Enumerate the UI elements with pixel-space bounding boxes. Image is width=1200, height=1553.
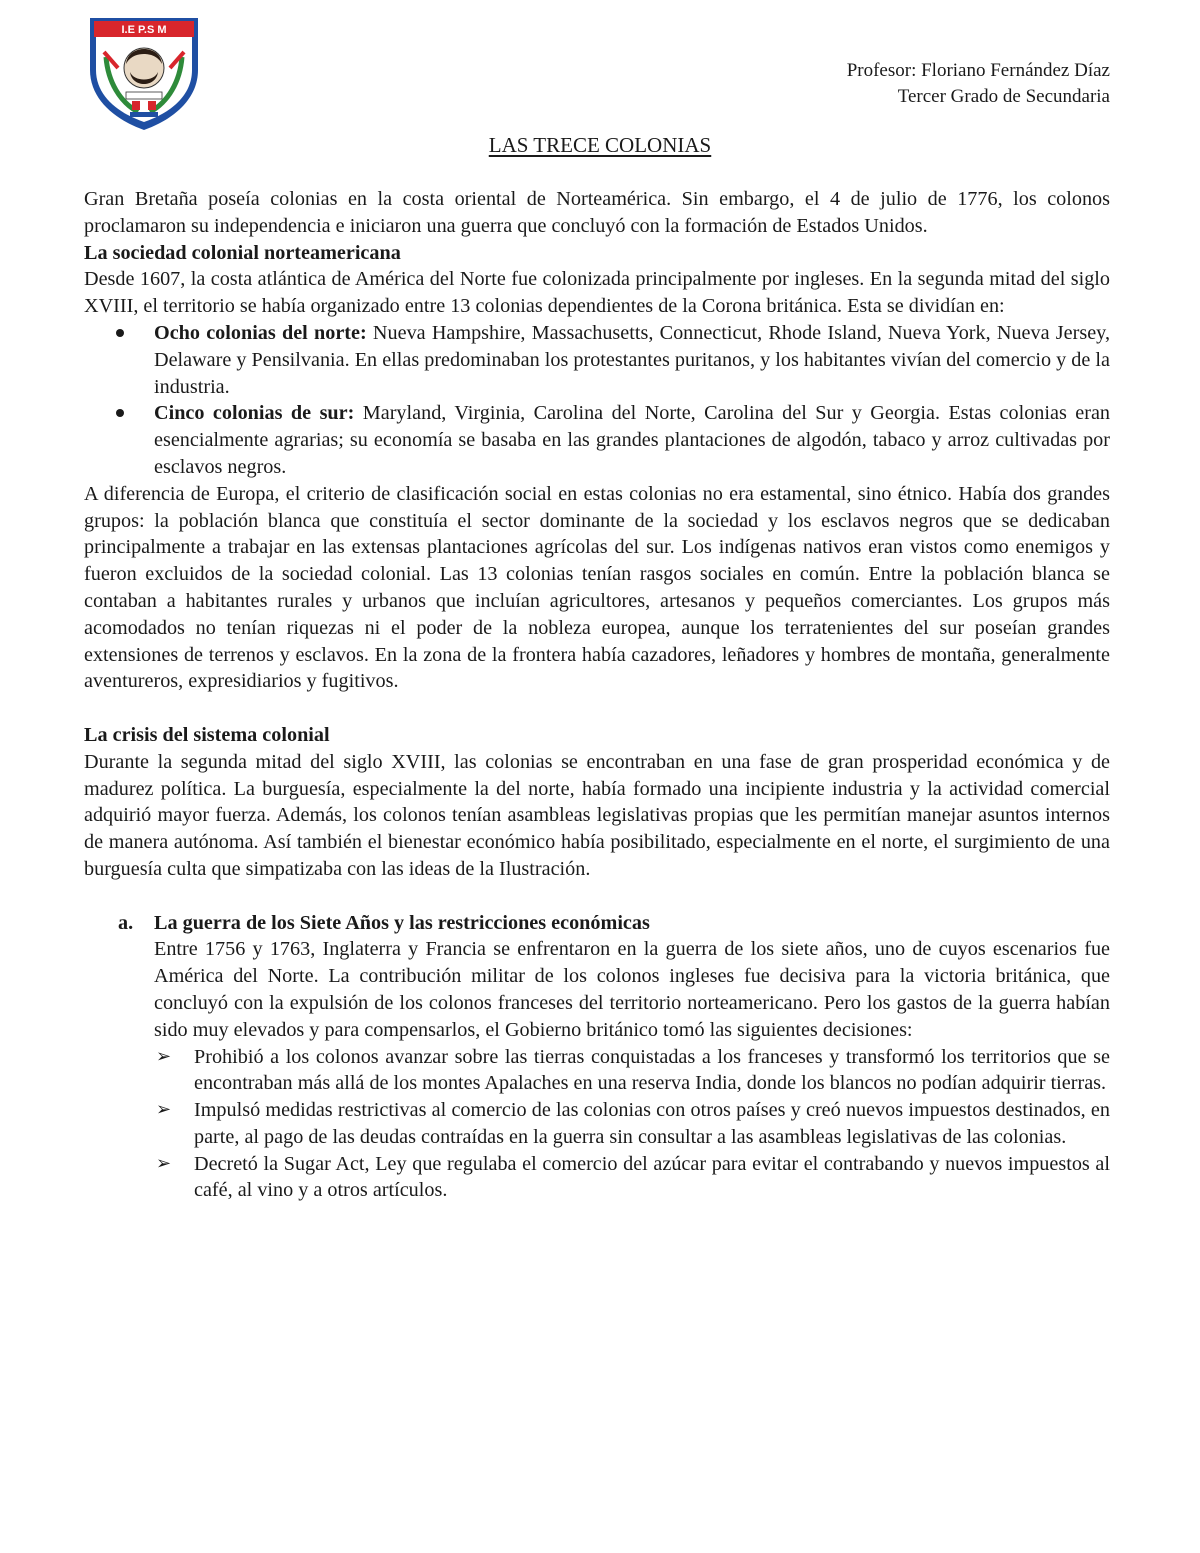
page-title: LAS TRECE COLONIAS bbox=[488, 133, 712, 157]
arrow-item-text: Impulsó medidas restrictivas al comercio de las colonias con otros países y creó nuevos impuestos destinados, en parte, al pago de las deudas contraídas en la guerra sin consultar a las asambleas legislativas de las colonias. bbox=[194, 1099, 1110, 1148]
bullet-icon bbox=[116, 329, 124, 337]
arrow-item-text: Prohibió a los colonos avanzar sobre las tierras conquistadas a los franceses y transformó los territorios que se encontraban más allá de los montes Apalaches en una reserva India, donde los blancos no podían adquirir tierras. bbox=[194, 1045, 1110, 1095]
section-heading-crisis: La crisis del sistema colonial bbox=[84, 723, 330, 746]
list-item bbox=[84, 1044, 1110, 1098]
bullet-text: Maryland, Virginia, Carolina del Norte, Carolina del Sur y Georgia. Estas colonias eran esencialmente agrarias; su economía se basaba en las grandes plantaciones de algodón, tabaco y arroz cultivadas por esclavos negros. bbox=[154, 402, 1111, 478]
intro-paragraph: Gran Bretaña poseía colonias en la costa oriental de Norteamérica. Sin embargo, el 4 de julio de 1776, los colonos proclamaron su independencia e iniciaron una guerra que concluyó con la formación de Estados Unidos. bbox=[84, 188, 1110, 237]
list-item bbox=[84, 320, 1110, 400]
teacher-name: Profesor: Floriano Fernández Díaz bbox=[846, 60, 1110, 81]
list-item bbox=[84, 400, 1110, 480]
document-header bbox=[847, 58, 1110, 110]
list-item bbox=[84, 1151, 1110, 1205]
decisions-arrow-list bbox=[84, 1044, 1110, 1205]
document-body bbox=[84, 186, 1110, 1204]
subsection-paragraph: Entre 1756 y 1763, Inglaterra y Francia se enfrentaron en la guerra de los siete años, uno de cuyos escenarios fue América del Norte. La contribución militar de los colonos ingleses fue decisiva para la victoria británica, que concluyó con la expulsión de los colonos franceses del territorio norteamericano. Pero los gastos de la guerra habían sido muy elevados y para compensarlos, el Gobierno británico tomó las siguientes decisiones: bbox=[154, 938, 1110, 1041]
bullet-label: Cinco colonias de sur: bbox=[154, 402, 355, 425]
society-paragraph-2: A diferencia de Europa, el criterio de clasificación social en estas colonias no era estamental, sino étnico. Había dos grandes grupos: la población blanca que constituía el sector dominante de la sociedad y los esclavos negros que se dedicaban principalmente a trabajar en las extensas plantaciones agrícolas del sur. Los indígenas nativos eran vistos como enemigos y fueron excluidos de la sociedad colonial. Las 13 colonias tenían rasgos sociales en común. Entre la población blanca se contaban a habitantes rurales y urbanos que incluían agricultores, artesanos y pequeños comerciantes. Los grupos más acomodados no tenían riquezas ni el poder de la nobleza europea, aunque los terratenientes del sur poseían grandes extensiones de terrenos y esclavos. En la zona de la frontera había cazadores, leñadores y hombres de montaña, generalmente aventureros, expresidiarios y fugitivos. bbox=[84, 482, 1110, 693]
subsection-heading-seven-years-war bbox=[84, 910, 1110, 937]
list-item bbox=[84, 1097, 1110, 1151]
arrow-bullet-icon: ➢ bbox=[156, 1152, 172, 1174]
arrow-bullet-icon: ➢ bbox=[156, 1099, 172, 1121]
colonies-bullet-list bbox=[84, 320, 1110, 481]
bullet-text: Nueva Hampshire, Massachusetts, Connecticut, Rhode Island, Nueva York, Nueva Jersey, Delaware y Pensilvania. En ellas predominaban los protestantes puritanos, y los habitantes vivían del comercio y de la industria. bbox=[154, 321, 1110, 398]
subsection-letter: a. bbox=[118, 911, 134, 934]
bullet-label: Ocho colonias del norte: bbox=[154, 321, 367, 344]
society-paragraph-1: Desde 1607, la costa atlántica de América del Norte fue colonizada principalmente por ingleses. En la segunda mitad del siglo XVIII, el territorio se había organizado entre 13 colonias dependientes de la Corona británica. Esta se dividían en: bbox=[84, 268, 1110, 318]
subsection-title: La guerra de los Siete Años y las restricciones económicas bbox=[154, 911, 650, 934]
arrow-bullet-icon: ➢ bbox=[156, 1045, 172, 1067]
school-crest-logo bbox=[84, 12, 204, 132]
grade-level: Tercer Grado de Secundaria bbox=[897, 86, 1110, 107]
arrow-item-text: Decretó la Sugar Act, Ley que regulaba el comercio del azúcar para evitar el contrabando y nuevos impuestos al café, al vino y a otros artículos. bbox=[194, 1152, 1110, 1202]
section-heading-society: La sociedad colonial norteamericana bbox=[84, 241, 401, 264]
crisis-paragraph: Durante la segunda mitad del siglo XVIII, las colonias se encontraban en una fase de gran prosperidad económica y de madurez política. La burguesía, especialmente la del norte, había formado una incipiente industria y la actividad comercial adquirió mayor fuerza. Además, los colonos tenían asambleas legislativas propias que les permitían manejar asuntos internos de manera autónoma. Así también el bienestar económico había posibilitado, especialmente en el norte, el surgimiento de una burguesía culta que simpatizaba con las ideas de la Ilustración. bbox=[84, 750, 1110, 880]
bullet-icon bbox=[116, 409, 124, 417]
svg-text:I.E P.S M: I.E P.S M bbox=[121, 24, 167, 36]
